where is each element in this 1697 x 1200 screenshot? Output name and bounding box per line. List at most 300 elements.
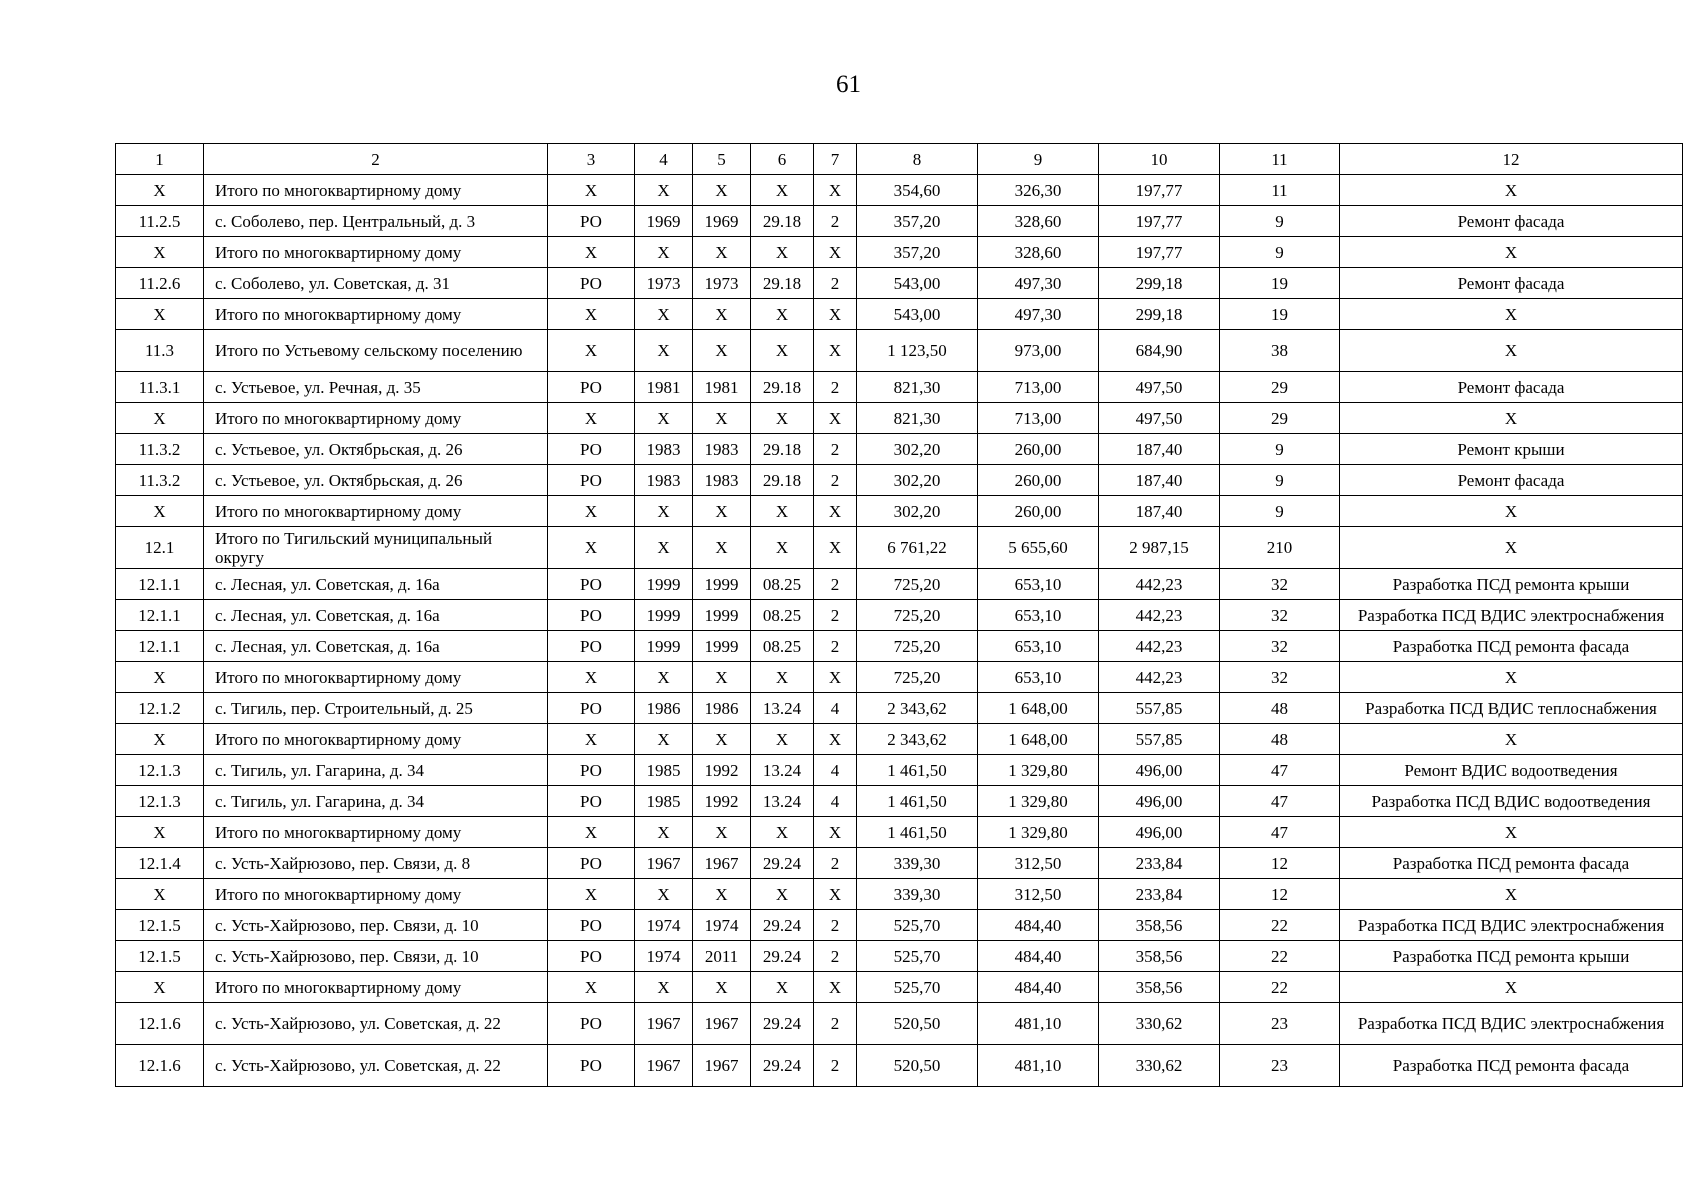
- cell-col-2: Итого по Тигильский муниципальный округу: [204, 527, 548, 569]
- cell-col-11: 22: [1220, 972, 1340, 1003]
- cell-col-7: 2: [814, 910, 857, 941]
- cell-col-2: с. Тигиль, ул. Гагарина, д. 34: [204, 755, 548, 786]
- cell-col-4: 1967: [635, 848, 693, 879]
- cell-col-6: 13.24: [751, 786, 814, 817]
- cell-col-11: 47: [1220, 755, 1340, 786]
- cell-col-12: Разработка ПСД ВДИС электроснабжения: [1340, 600, 1683, 631]
- cell-col-10: 2 987,15: [1099, 527, 1220, 569]
- cell-col-2: Итого по многоквартирному дому: [204, 299, 548, 330]
- cell-col-9: 484,40: [978, 941, 1099, 972]
- cell-col-10: 233,84: [1099, 848, 1220, 879]
- cell-col-7: Х: [814, 879, 857, 910]
- cell-col-12: Ремонт фасада: [1340, 206, 1683, 237]
- cell-col-1: 12.1.2: [116, 693, 204, 724]
- cell-col-1: 11.3: [116, 330, 204, 372]
- table-row: [116, 330, 1683, 372]
- cell-col-4: Х: [635, 724, 693, 755]
- cell-col-6: Х: [751, 299, 814, 330]
- cell-col-4: Х: [635, 972, 693, 1003]
- cell-col-3: Х: [548, 330, 635, 372]
- header-cell-col-7: 7: [814, 144, 857, 175]
- header-cell-col-1: 1: [116, 144, 204, 175]
- table-row: [116, 465, 1683, 496]
- cell-col-10: 496,00: [1099, 755, 1220, 786]
- cell-col-11: 22: [1220, 941, 1340, 972]
- cell-col-8: 1 123,50: [857, 330, 978, 372]
- cell-col-11: 29: [1220, 403, 1340, 434]
- cell-col-1: 11.2.5: [116, 206, 204, 237]
- cell-col-11: 9: [1220, 496, 1340, 527]
- table-row: [116, 848, 1683, 879]
- cell-col-5: 1992: [693, 755, 751, 786]
- cell-col-6: Х: [751, 175, 814, 206]
- cell-col-2: с. Усть-Хайрюзово, пер. Связи, д. 10: [204, 941, 548, 972]
- cell-col-3: РО: [548, 941, 635, 972]
- cell-col-8: 339,30: [857, 879, 978, 910]
- cell-col-8: 302,20: [857, 465, 978, 496]
- cell-col-5: 1992: [693, 786, 751, 817]
- table-row: [116, 175, 1683, 206]
- cell-col-12: Х: [1340, 817, 1683, 848]
- cell-col-4: 1974: [635, 941, 693, 972]
- cell-col-8: 354,60: [857, 175, 978, 206]
- cell-col-9: 484,40: [978, 910, 1099, 941]
- cell-col-4: 1969: [635, 206, 693, 237]
- page-number: 61: [836, 71, 861, 98]
- cell-col-4: 1974: [635, 910, 693, 941]
- cell-col-1: 12.1.1: [116, 569, 204, 600]
- header-cell-col-9: 9: [978, 144, 1099, 175]
- cell-col-3: РО: [548, 1045, 635, 1087]
- cell-col-1: 11.2.6: [116, 268, 204, 299]
- cell-col-5: Х: [693, 330, 751, 372]
- cell-col-1: Х: [116, 403, 204, 434]
- cell-col-2: Итого по многоквартирному дому: [204, 972, 548, 1003]
- cell-col-8: 2 343,62: [857, 724, 978, 755]
- cell-col-5: 1967: [693, 1045, 751, 1087]
- cell-col-4: 1999: [635, 600, 693, 631]
- cell-col-2: с. Усть-Хайрюзово, пер. Связи, д. 10: [204, 910, 548, 941]
- cell-col-8: 1 461,50: [857, 817, 978, 848]
- cell-col-2: с. Лесная, ул. Советская, д. 16а: [204, 600, 548, 631]
- cell-col-11: 9: [1220, 206, 1340, 237]
- cell-col-6: 29.24: [751, 848, 814, 879]
- cell-col-5: Х: [693, 299, 751, 330]
- table-row: [116, 569, 1683, 600]
- cell-col-6: 29.18: [751, 465, 814, 496]
- cell-col-4: Х: [635, 299, 693, 330]
- cell-col-11: 48: [1220, 693, 1340, 724]
- cell-col-7: 2: [814, 848, 857, 879]
- cell-col-9: 653,10: [978, 569, 1099, 600]
- cell-col-2: с. Устьевое, ул. Октябрьская, д. 26: [204, 465, 548, 496]
- cell-col-11: 23: [1220, 1003, 1340, 1045]
- cell-col-9: 260,00: [978, 434, 1099, 465]
- table-row: [116, 527, 1683, 569]
- cell-col-8: 2 343,62: [857, 693, 978, 724]
- cell-col-4: 1983: [635, 434, 693, 465]
- table-body: [116, 144, 1683, 1087]
- cell-col-2: с. Устьевое, ул. Октябрьская, д. 26: [204, 434, 548, 465]
- cell-col-4: 1999: [635, 631, 693, 662]
- cell-col-7: 2: [814, 372, 857, 403]
- cell-col-8: 302,20: [857, 434, 978, 465]
- cell-col-3: РО: [548, 465, 635, 496]
- table-row: [116, 268, 1683, 299]
- table-row: [116, 206, 1683, 237]
- cell-col-11: 32: [1220, 662, 1340, 693]
- cell-col-10: 496,00: [1099, 817, 1220, 848]
- cell-col-10: 187,40: [1099, 465, 1220, 496]
- cell-col-10: 358,56: [1099, 910, 1220, 941]
- cell-col-12: Ремонт фасада: [1340, 465, 1683, 496]
- cell-col-9: 260,00: [978, 496, 1099, 527]
- cell-col-1: 12.1.1: [116, 631, 204, 662]
- cell-col-12: Разработка ПСД ВДИС теплоснабжения: [1340, 693, 1683, 724]
- cell-col-9: 5 655,60: [978, 527, 1099, 569]
- cell-col-6: Х: [751, 403, 814, 434]
- cell-col-10: 187,40: [1099, 496, 1220, 527]
- table-row: [116, 1003, 1683, 1045]
- cell-col-1: 12.1.3: [116, 786, 204, 817]
- cell-col-12: Разработка ПСД ремонта фасада: [1340, 631, 1683, 662]
- cell-col-7: 2: [814, 1045, 857, 1087]
- cell-col-10: 187,40: [1099, 434, 1220, 465]
- cell-col-12: Разработка ПСД ремонта фасада: [1340, 1045, 1683, 1087]
- cell-col-3: РО: [548, 786, 635, 817]
- cell-col-2: с. Тигиль, пер. Строительный, д. 25: [204, 693, 548, 724]
- cell-col-6: Х: [751, 817, 814, 848]
- cell-col-2: Итого по Устьевому сельскому поселению: [204, 330, 548, 372]
- cell-col-3: Х: [548, 299, 635, 330]
- cell-col-9: 1 329,80: [978, 817, 1099, 848]
- cell-col-6: 29.24: [751, 910, 814, 941]
- header-cell-col-2: 2: [204, 144, 548, 175]
- cell-col-11: 38: [1220, 330, 1340, 372]
- cell-col-8: 543,00: [857, 268, 978, 299]
- cell-col-6: Х: [751, 330, 814, 372]
- cell-col-10: 197,77: [1099, 237, 1220, 268]
- cell-col-1: Х: [116, 879, 204, 910]
- cell-col-9: 653,10: [978, 600, 1099, 631]
- cell-col-10: 557,85: [1099, 693, 1220, 724]
- cell-col-9: 328,60: [978, 237, 1099, 268]
- cell-col-1: 12.1.4: [116, 848, 204, 879]
- cell-col-5: 1981: [693, 372, 751, 403]
- cell-col-9: 312,50: [978, 848, 1099, 879]
- cell-col-10: 330,62: [1099, 1045, 1220, 1087]
- cell-col-12: Х: [1340, 496, 1683, 527]
- cell-col-11: 19: [1220, 268, 1340, 299]
- cell-col-4: Х: [635, 662, 693, 693]
- cell-col-11: 48: [1220, 724, 1340, 755]
- cell-col-9: 1 648,00: [978, 693, 1099, 724]
- cell-col-1: 12.1: [116, 527, 204, 569]
- cell-col-5: 1974: [693, 910, 751, 941]
- cell-col-11: 32: [1220, 631, 1340, 662]
- cell-col-4: Х: [635, 330, 693, 372]
- cell-col-8: 6 761,22: [857, 527, 978, 569]
- cell-col-4: Х: [635, 237, 693, 268]
- table-header-row: [116, 144, 1683, 175]
- cell-col-10: 197,77: [1099, 175, 1220, 206]
- cell-col-12: Разработка ПСД ВДИС электроснабжения: [1340, 910, 1683, 941]
- cell-col-12: Ремонт ВДИС водоотведения: [1340, 755, 1683, 786]
- cell-col-9: 1 329,80: [978, 786, 1099, 817]
- cell-col-7: 4: [814, 755, 857, 786]
- cell-col-3: РО: [548, 755, 635, 786]
- cell-col-7: 4: [814, 693, 857, 724]
- cell-col-12: Ремонт крыши: [1340, 434, 1683, 465]
- cell-col-5: Х: [693, 879, 751, 910]
- cell-col-2: с. Соболево, пер. Центральный, д. 3: [204, 206, 548, 237]
- cell-col-10: 330,62: [1099, 1003, 1220, 1045]
- cell-col-10: 442,23: [1099, 662, 1220, 693]
- cell-col-3: РО: [548, 910, 635, 941]
- cell-col-4: 1967: [635, 1003, 693, 1045]
- cell-col-7: 2: [814, 268, 857, 299]
- cell-col-1: 12.1.3: [116, 755, 204, 786]
- cell-col-6: 08.25: [751, 600, 814, 631]
- cell-col-8: 1 461,50: [857, 755, 978, 786]
- cell-col-12: Разработка ПСД ремонта крыши: [1340, 941, 1683, 972]
- cell-col-2: Итого по многоквартирному дому: [204, 879, 548, 910]
- table-row: [116, 237, 1683, 268]
- cell-col-1: Х: [116, 237, 204, 268]
- cell-col-12: Х: [1340, 237, 1683, 268]
- cell-col-7: Х: [814, 817, 857, 848]
- cell-col-1: 12.1.1: [116, 600, 204, 631]
- table-row: [116, 1045, 1683, 1087]
- cell-col-7: Х: [814, 527, 857, 569]
- cell-col-8: 357,20: [857, 237, 978, 268]
- cell-col-9: 713,00: [978, 403, 1099, 434]
- cell-col-5: 1999: [693, 569, 751, 600]
- cell-col-6: Х: [751, 237, 814, 268]
- cell-col-1: Х: [116, 299, 204, 330]
- cell-col-3: Х: [548, 403, 635, 434]
- cell-col-1: 11.3.2: [116, 434, 204, 465]
- cell-col-6: 29.18: [751, 372, 814, 403]
- cell-col-7: 2: [814, 1003, 857, 1045]
- cell-col-2: Итого по многоквартирному дому: [204, 237, 548, 268]
- cell-col-4: Х: [635, 496, 693, 527]
- cell-col-9: 328,60: [978, 206, 1099, 237]
- cell-col-7: Х: [814, 724, 857, 755]
- cell-col-11: 9: [1220, 465, 1340, 496]
- cell-col-1: 11.3.2: [116, 465, 204, 496]
- cell-col-11: 12: [1220, 879, 1340, 910]
- cell-col-5: Х: [693, 496, 751, 527]
- cell-col-12: Разработка ПСД ремонта фасада: [1340, 848, 1683, 879]
- cell-col-12: Разработка ПСД ВДИС электроснабжения: [1340, 1003, 1683, 1045]
- cell-col-6: 29.18: [751, 434, 814, 465]
- cell-col-9: 497,30: [978, 268, 1099, 299]
- cell-col-3: Х: [548, 972, 635, 1003]
- table-row: [116, 817, 1683, 848]
- cell-col-2: с. Лесная, ул. Советская, д. 16а: [204, 631, 548, 662]
- cell-col-6: Х: [751, 527, 814, 569]
- cell-col-2: Итого по многоквартирному дому: [204, 496, 548, 527]
- cell-col-11: 32: [1220, 600, 1340, 631]
- cell-col-4: 1985: [635, 786, 693, 817]
- cell-col-5: 1983: [693, 465, 751, 496]
- cell-col-6: Х: [751, 662, 814, 693]
- cell-col-12: Х: [1340, 724, 1683, 755]
- cell-col-1: Х: [116, 175, 204, 206]
- cell-col-10: 684,90: [1099, 330, 1220, 372]
- cell-col-5: Х: [693, 403, 751, 434]
- cell-col-11: 29: [1220, 372, 1340, 403]
- table-row: [116, 434, 1683, 465]
- cell-col-5: 1967: [693, 848, 751, 879]
- cell-col-5: 2011: [693, 941, 751, 972]
- cell-col-6: 29.18: [751, 268, 814, 299]
- cell-col-2: с. Лесная, ул. Советская, д. 16а: [204, 569, 548, 600]
- header-cell-col-8: 8: [857, 144, 978, 175]
- cell-col-12: Ремонт фасада: [1340, 372, 1683, 403]
- cell-col-11: 11: [1220, 175, 1340, 206]
- cell-col-2: с. Усть-Хайрюзово, ул. Советская, д. 22: [204, 1003, 548, 1045]
- cell-col-8: 725,20: [857, 600, 978, 631]
- table-row: [116, 693, 1683, 724]
- cell-col-5: Х: [693, 972, 751, 1003]
- cell-col-7: Х: [814, 496, 857, 527]
- cell-col-9: 481,10: [978, 1045, 1099, 1087]
- cell-col-2: Итого по многоквартирному дому: [204, 175, 548, 206]
- cell-col-6: Х: [751, 972, 814, 1003]
- cell-col-6: 29.18: [751, 206, 814, 237]
- table-row: [116, 299, 1683, 330]
- cell-col-5: Х: [693, 527, 751, 569]
- cell-col-7: Х: [814, 299, 857, 330]
- cell-col-2: с. Устьевое, ул. Речная, д. 35: [204, 372, 548, 403]
- cell-col-2: Итого по многоквартирному дому: [204, 724, 548, 755]
- cell-col-12: Х: [1340, 299, 1683, 330]
- cell-col-9: 312,50: [978, 879, 1099, 910]
- table-row: [116, 755, 1683, 786]
- cell-col-1: Х: [116, 724, 204, 755]
- header-cell-col-6: 6: [751, 144, 814, 175]
- cell-col-6: 13.24: [751, 693, 814, 724]
- cell-col-4: Х: [635, 403, 693, 434]
- table-row: [116, 941, 1683, 972]
- header-cell-col-4: 4: [635, 144, 693, 175]
- cell-col-5: Х: [693, 817, 751, 848]
- cell-col-8: 520,50: [857, 1003, 978, 1045]
- cell-col-2: с. Усть-Хайрюзово, пер. Связи, д. 8: [204, 848, 548, 879]
- header-cell-col-5: 5: [693, 144, 751, 175]
- cell-col-10: 497,50: [1099, 372, 1220, 403]
- table-row: [116, 910, 1683, 941]
- cell-col-6: 29.24: [751, 941, 814, 972]
- cell-col-7: Х: [814, 403, 857, 434]
- cell-col-3: Х: [548, 237, 635, 268]
- table-row: [116, 403, 1683, 434]
- cell-col-12: Х: [1340, 175, 1683, 206]
- cell-col-5: Х: [693, 237, 751, 268]
- cell-col-2: Итого по многоквартирному дому: [204, 662, 548, 693]
- cell-col-3: РО: [548, 1003, 635, 1045]
- cell-col-2: с. Соболево, ул. Советская, д. 31: [204, 268, 548, 299]
- cell-col-9: 973,00: [978, 330, 1099, 372]
- cell-col-5: 1986: [693, 693, 751, 724]
- cell-col-8: 821,30: [857, 403, 978, 434]
- cell-col-4: Х: [635, 175, 693, 206]
- cell-col-6: Х: [751, 724, 814, 755]
- table-row: [116, 879, 1683, 910]
- cell-col-9: 1 329,80: [978, 755, 1099, 786]
- cell-col-9: 481,10: [978, 1003, 1099, 1045]
- cell-col-7: 2: [814, 434, 857, 465]
- cell-col-12: Х: [1340, 403, 1683, 434]
- cell-col-10: 233,84: [1099, 879, 1220, 910]
- cell-col-8: 725,20: [857, 631, 978, 662]
- cell-col-3: РО: [548, 848, 635, 879]
- cell-col-8: 725,20: [857, 569, 978, 600]
- cell-col-10: 197,77: [1099, 206, 1220, 237]
- cell-col-3: РО: [548, 631, 635, 662]
- cell-col-8: 525,70: [857, 972, 978, 1003]
- cell-col-12: Х: [1340, 972, 1683, 1003]
- cell-col-2: с. Усть-Хайрюзово, ул. Советская, д. 22: [204, 1045, 548, 1087]
- cell-col-1: Х: [116, 817, 204, 848]
- cell-col-1: 12.1.5: [116, 941, 204, 972]
- cell-col-12: Разработка ПСД ремонта крыши: [1340, 569, 1683, 600]
- table-row: [116, 972, 1683, 1003]
- cell-col-2: с. Тигиль, ул. Гагарина, д. 34: [204, 786, 548, 817]
- cell-col-3: РО: [548, 693, 635, 724]
- cell-col-3: РО: [548, 372, 635, 403]
- cell-col-9: 1 648,00: [978, 724, 1099, 755]
- cell-col-5: 1973: [693, 268, 751, 299]
- cell-col-8: 339,30: [857, 848, 978, 879]
- cell-col-10: 496,00: [1099, 786, 1220, 817]
- cell-col-12: Х: [1340, 662, 1683, 693]
- cell-col-4: 1967: [635, 1045, 693, 1087]
- table-row: [116, 786, 1683, 817]
- cell-col-1: 12.1.6: [116, 1003, 204, 1045]
- cell-col-8: 821,30: [857, 372, 978, 403]
- cell-col-7: Х: [814, 972, 857, 1003]
- cell-col-5: Х: [693, 662, 751, 693]
- cell-col-11: 47: [1220, 786, 1340, 817]
- cell-col-10: 557,85: [1099, 724, 1220, 755]
- cell-col-8: 357,20: [857, 206, 978, 237]
- cell-col-9: 653,10: [978, 662, 1099, 693]
- cell-col-4: 1985: [635, 755, 693, 786]
- cell-col-5: 1999: [693, 631, 751, 662]
- cell-col-12: Х: [1340, 330, 1683, 372]
- cell-col-7: Х: [814, 662, 857, 693]
- cell-col-11: 210: [1220, 527, 1340, 569]
- cell-col-6: 29.24: [751, 1045, 814, 1087]
- table-row: [116, 372, 1683, 403]
- cell-col-3: Х: [548, 662, 635, 693]
- cell-col-12: Х: [1340, 879, 1683, 910]
- cell-col-6: 29.24: [751, 1003, 814, 1045]
- cell-col-12: Х: [1340, 527, 1683, 569]
- cell-col-10: 442,23: [1099, 600, 1220, 631]
- cell-col-10: 442,23: [1099, 569, 1220, 600]
- header-cell-col-12: 12: [1340, 144, 1683, 175]
- table-row: [116, 631, 1683, 662]
- cell-col-3: Х: [548, 879, 635, 910]
- cell-col-2: Итого по многоквартирному дому: [204, 817, 548, 848]
- cell-col-5: 1967: [693, 1003, 751, 1045]
- table-row: [116, 724, 1683, 755]
- cell-col-3: Х: [548, 817, 635, 848]
